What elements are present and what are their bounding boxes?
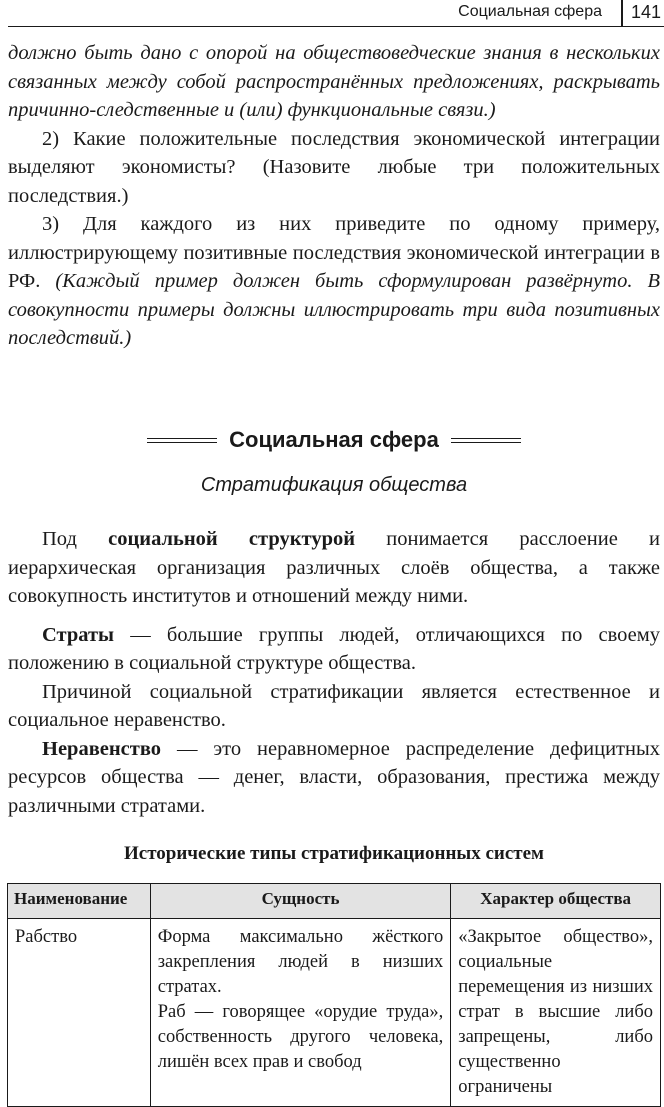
table-row: [8, 918, 661, 1106]
p1-post: понимается расслоение и иерархическая организация различных слоёв общества, а также совокупность институтов и отношений между ними.: [8, 528, 660, 607]
stratification-cause: Причиной социальной стратификации является естественное и социальное неравенство.: [8, 680, 660, 731]
cell-name: Рабство: [8, 918, 151, 1106]
section-heading: [8, 421, 660, 461]
cell-character: [451, 918, 661, 1106]
essence-line-2: Раб — говорящее «орудие труда», собственность другого человека, лишён всех прав и свобод: [157, 1001, 444, 1072]
term-inequality: Неравенство: [42, 737, 162, 760]
question-3: [8, 210, 660, 353]
term-strata: Страты: [42, 623, 115, 646]
header-separator: [621, 0, 623, 26]
table-caption: Исторические типы стратификационных систем: [123, 843, 544, 864]
intro-paragraph-continued: должно быть дано с опорой на обществоведческие знания в нескольких связанных между собой распространённых предложениях, раскрывать причинно-следственные и (или) функциональные связи.): [8, 42, 660, 121]
heading-rule-right: [451, 438, 521, 443]
question-2: 2) Какие положительные последствия экономической интеграции выделяют экономисты? (Назовите любые три положительных последствия.): [8, 127, 660, 207]
running-header-title: Социальная сфера: [458, 3, 602, 20]
table-header-row: [8, 883, 661, 918]
col-header-name: Наименование: [8, 883, 151, 918]
header-rule: [8, 26, 664, 27]
question-3-note: (Каждый пример должен быть сформулирован развёрнуто. В совокупности примеры должны иллюстрировать три вида позитивных последствий.): [8, 270, 661, 349]
cell-essence: [150, 918, 451, 1106]
question-3-text: 3) Для каждого из них приведите по одному примеру, иллюстрирующему позитивные последствия экономической интеграции в РФ.: [8, 213, 660, 292]
section-spacer: [8, 353, 660, 421]
page-content: [8, 39, 660, 1107]
p1-pre: Под: [42, 528, 109, 550]
p2-post: — большие группы людей, отличающихся по своему положению в социальной структуре общества.: [8, 623, 660, 674]
heading-rule-left: [147, 438, 217, 443]
character-text: «Закрытое общество», социальные перемещения из низших страт в высшие либо запрещены, либо существенно ограничены: [458, 926, 653, 1097]
section-heading-text: Социальная сфера: [229, 427, 439, 453]
definition-inequality: [8, 735, 660, 821]
page-number: 141: [631, 2, 662, 22]
subheading: Стратификация общества: [200, 473, 468, 496]
col-header-character: Характер общества: [451, 883, 661, 918]
col-header-essence: Сущность: [150, 883, 451, 918]
essence-line-1: Форма максимально жёсткого закрепления людей в низших стратах.: [157, 926, 444, 997]
definition-strata: [8, 621, 660, 678]
term-social-structure: социальной структурой: [108, 528, 356, 550]
stratification-table: [7, 883, 661, 1107]
running-header: [0, 0, 664, 32]
p4-post: — это неравномерное распределение дефицитных ресурсов общества — денег, власти, образования, престижа между различными стратами.: [8, 737, 660, 817]
definition-social-structure: [8, 525, 660, 611]
